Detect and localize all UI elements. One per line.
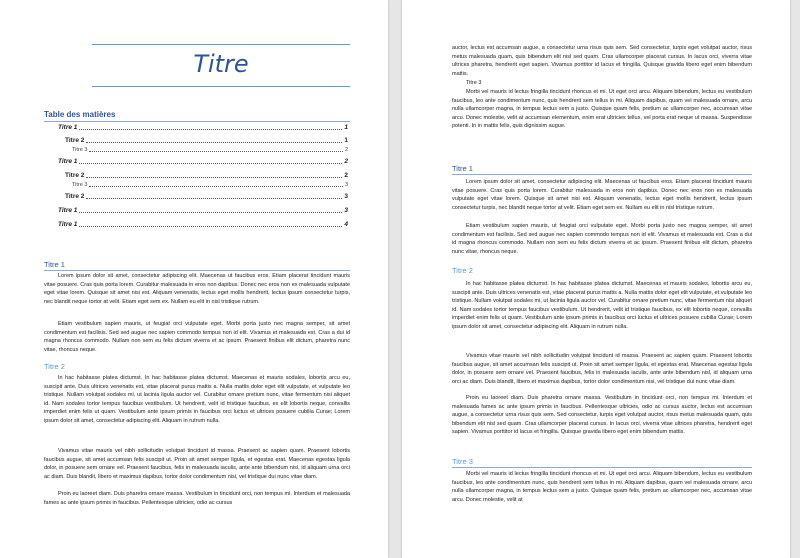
body-paragraph[interactable]: Lorem ipsum dolor sit amet, consectetur adipiscing elit. Maecenas ut faucibus eros. Etiam placerat tincidunt mauris vitae posuere. Cras quis porta lorem. Curabitur malesuada in eros non dapibus. Donec nec eros non ex malesuada vulputate eget vitae lorem. Quisque sit amet nisi est. Aliquam venenatis, lectus eget mollis hendrerit, lectus ipsum consectetur turpis, nec blandit neque tortor at velit. Etiam eget sem ex. Nullam eu elit in nisl tristique rutrum. — [452, 179, 752, 211]
body-paragraph[interactable]: Etiam vestibulum sapien mauris, ut feugiat orci vulputate eget. Morbi porta justo nec magna semper, sit amet condimentum est facilisis. Sed sed augue nec sapien commodo tempus non id elit. Vivamus et malesuada est. Cras a dui id magna rhoncus commodo. Nullam non sem eu felis dictum viverra et ac ipsum. Praesent finibus elit dictum, pharetra nunc vitae, rhoncus neque. — [44, 321, 350, 353]
toc-entry-page: 3 — [344, 182, 348, 188]
toc-entry-page: 2 — [344, 172, 348, 179]
toc-entry-label: Titre 1 — [58, 221, 78, 228]
toc-entry-label: Titre 2 — [65, 193, 85, 200]
page-1[interactable] — [0, 0, 388, 558]
body-paragraph[interactable]: auctor, lectus est accumsan augue, a consectetur urna risus quis sem. Sed consectetur, turpis eget volutpat auctor, risus metus malesuada quam, quis bibendum elit nisl sed quam. Cras ullamcorper placerat cursus. In lacus orci, viverra vitae ultrices pharetra, hendrerit eget sapien. Vivamus porttitor id lacus et fringilla. Quisque gravida libero eget enim bibendum mattis. — [452, 45, 752, 77]
heading-2[interactable]: Titre 2 — [452, 266, 473, 275]
heading-3[interactable]: Titre 3 — [466, 80, 482, 86]
toc-leader — [89, 186, 343, 187]
heading-3-rule — [452, 467, 752, 468]
toc-entry-page: 1 — [344, 124, 348, 131]
toc-leader — [79, 129, 342, 130]
toc-entry-label: Titre 2 — [65, 137, 85, 144]
toc-entry-page: 2 — [344, 147, 348, 153]
toc-entry[interactable] — [58, 207, 348, 214]
toc-leader — [79, 163, 342, 164]
toc-entry-label: Titre 1 — [58, 158, 78, 165]
toc-entry-page: 3 — [344, 193, 348, 200]
toc-entry[interactable] — [72, 147, 348, 153]
toc-entry-page: 3 — [344, 207, 348, 214]
body-paragraph[interactable]: Etiam vestibulum sapien mauris, ut feugiat orci vulputate eget. Morbi porta justo nec magna semper, sit amet condimentum est facilisis. Sed sed augue nec sapien commodo tempus non id elit. Vivamus et malesuada est. Cras a dui id magna rhoncus commodo. Nullam non sem eu felis dictum viverra et ac ipsum. Praesent finibus elit dictum, pharetra nunc vitae, rhoncus neque. — [452, 223, 752, 255]
body-paragraph[interactable]: In hac habitasse platea dictumst. In hac habitasse platea dictumst. Maecenas et mauris sodales, lobortis arcu eu, suscipit ante. Duis ultrices venenatis est, vitae placerat purus mattis a. Nulla mattis dolor eget elit vulputate, et vulputate leo tristique. Nullam volutpat sodales mi, ut lacinia ligula auctor vel. Curabitur ornare pretium nunc, vitae fermentum nisi aliquet id. Nam sodales tortor tempus faucibus vestibulum. Ut hendrerit, velit id tristique faucibus, ex elit lobortis neque, convallis imperdiet enim felis ut quam. Vestibulum ante ipsum primis in faucibus orci luctus et ultrices posuere cubilia Curae; Lorem ipsum dolor sit amet, consectetur adipiscing elit. Aliquam in rutrum nulla. — [44, 375, 350, 424]
toc-heading: Table des matières — [44, 110, 116, 119]
toc-entry[interactable] — [72, 182, 348, 188]
title-top-rule — [92, 44, 350, 45]
toc-leader — [86, 198, 342, 199]
toc-entry[interactable] — [65, 193, 348, 200]
toc-entry[interactable] — [65, 137, 348, 144]
toc-entry-label: Titre 1 — [58, 207, 78, 214]
toc-entry-label: Titre 3 — [72, 147, 88, 153]
toc-entry-label: Titre 3 — [72, 182, 88, 188]
toc-entry-label: Titre 2 — [65, 172, 85, 179]
body-paragraph[interactable]: Vivamus vitae mauris vel nibh sollicitudin volutpat tincidunt id massa. Praesent ac sapien quam. Praesent lobortis faucibus augue, sit amet accumsan felis suscipit ut. Proin sit amet semper ligula, et egestas erat. Maecenas egestas ligula dolor, in posuere sem ornare vel. Praesent faucibus, felis in malesuada iaculis, ante ante bibendum nisl, id aliquam urna orci ac diam. Duis blandit, libero et maximus dapibus, tortor dolor condimentum nisi, vel tristique dui nunc vitae diam. — [452, 353, 752, 385]
heading-1[interactable]: Titre 1 — [452, 164, 473, 173]
body-paragraph[interactable]: In hac habitasse platea dictumst. In hac habitasse platea dictumst. Maecenas et mauris sodales, lobortis arcu eu, suscipit ante. Duis ultrices venenatis est, vitae placerat purus mattis a. Nulla mattis dolor eget elit vulputate, et vulputate leo tristique. Nullam volutpat sodales mi, ut lacinia ligula auctor vel. Curabitur ornare pretium nunc, vitae fermentum nisi aliquet id. Nam sodales tortor tempus faucibus vestibulum. Ut hendrerit, velit id tristique faucibus, ex elit lobortis neque, convallis imperdiet enim felis ut quam. Vestibulum ante ipsum primis in faucibus orci luctus et ultrices posuere cubilia Curae; Lorem ipsum dolor sit amet, consectetur adipiscing elit. Aliquam in rutrum nulla. — [452, 281, 752, 330]
heading-1[interactable]: Titre 1 — [44, 260, 65, 269]
heading-2[interactable]: Titre 2 — [44, 362, 65, 371]
toc-heading-rule — [44, 121, 350, 122]
body-paragraph[interactable]: Proin eu laoreet diam. Duis pharetra ornare massa. Vestibulum in tincidunt orci, non tempus mi. Interdum et malesuada fames ac ante ipsum primis in faucibus. Pellentesque ultricies, odio ac cursus — [44, 491, 350, 506]
toc-leader — [86, 177, 342, 178]
body-paragraph[interactable]: Morbi vel mauris id lectus fringilla tincidunt rhoncus et mi. Ut eget orci arcu. Aliquam bibendum, lectus eu vestibulum faucibus, leo ante condimentum nunc, quis hendrerit sem tellus in mi. Aliquam dapibus, quam vel malesuada ornare, arcu nulla ullamcorper magna, in tempus lectus sem a justo. Quisque quam felis, pretium ac ullamcorper nec, accumsan vitae arcu. Donec molestie, velit at accumsan elementum, enim erat ultricies tellus, vel porta erat neque ut massa. Suspendisse potenti. In in mattis felis, quis dignissim augue. — [452, 89, 752, 129]
toc-entry-page: 4 — [344, 221, 348, 228]
title-bottom-rule — [92, 86, 350, 87]
toc-entry[interactable] — [58, 124, 348, 131]
heading-1-rule — [452, 174, 752, 175]
body-paragraph[interactable]: Lorem ipsum dolor sit amet, consectetur adipiscing elit. Maecenas ut faucibus eros. Etiam placerat tincidunt mauris vitae posuere. Cras quis porta lorem. Curabitur malesuada in eros non dapibus. Donec nec eros non ex malesuada vulputate eget vitae lorem. Quisque sit amet nisi est. Aliquam venenatis, lectus eget mollis hendrerit, lectus ipsum consectetur turpis, nec blandit neque tortor at velit. Etiam eget sem ex. Nullam eu elit in nisl tristique rutrum. — [44, 273, 350, 305]
toc-leader — [79, 226, 342, 227]
toc-entry-label: Titre 1 — [58, 124, 78, 131]
toc-entry[interactable] — [65, 172, 348, 179]
toc-entry-page: 1 — [344, 137, 348, 144]
toc-leader — [86, 142, 342, 143]
heading-3-section[interactable]: Titre 3 — [452, 457, 473, 466]
body-paragraph[interactable]: Vivamus vitae mauris vel nibh sollicitudin volutpat tincidunt id massa. Praesent ac sapien quam. Praesent lobortis faucibus augue, sit amet accumsan felis suscipit ut. Proin sit amet semper ligula, et egestas erat. Maecenas egestas ligula dolor, in posuere sem ornare vel. Praesent faucibus, felis in malesuada iaculis, ante ante bibendum nisl, id aliquam urna orci ac diam. Duis blandit, libero et maximus dapibus, tortor dolor condimentum nisi, vel tristique dui nunc vitae diam. — [44, 448, 350, 480]
page-2[interactable] — [402, 0, 790, 558]
toc-entry-page: 2 — [344, 158, 348, 165]
toc-entry[interactable] — [58, 158, 348, 165]
heading-1-rule — [44, 270, 350, 271]
body-paragraph[interactable]: Morbi vel mauris id lectus fringilla tincidunt rhoncus et mi. Ut eget orci arcu. Aliquam bibendum, lectus eu vestibulum faucibus, leo ante condimentum nunc, quis hendrerit sem tellus in mi. Aliquam dapibus, quam vel malesuada ornare, arcu nulla ullamcorper magna, in tempus lectus sem a justo. Quisque quam felis, pretium ac ullamcorper nec, accumsan vitae arcu. Donec molestie, velit at — [452, 471, 752, 503]
toc-leader — [89, 151, 343, 152]
toc-leader — [79, 212, 342, 213]
document-title[interactable]: Titre — [193, 50, 249, 78]
body-paragraph[interactable]: Proin eu laoreet diam. Duis pharetra ornare massa. Vestibulum in tincidunt orci, non tempus mi. Interdum et malesuada fames ac ante ipsum primis in faucibus. Pellentesque ultricies, odio ac cursus auctor, lectus est accumsan augue, a consectetur urna risus quis sem. Sed consectetur, turpis eget volutpat auctor, risus metus malesuada quam, quis bibendum elit nisl sed quam. Cras ullamcorper placerat cursus. In lacus orci, viverra vitae ultrices pharetra, hendrerit eget sapien. Vivamus porttitor id lacus et fringilla. Quisque gravida libero eget enim bibendum mattis. — [452, 395, 752, 435]
toc-entry[interactable] — [58, 221, 348, 228]
